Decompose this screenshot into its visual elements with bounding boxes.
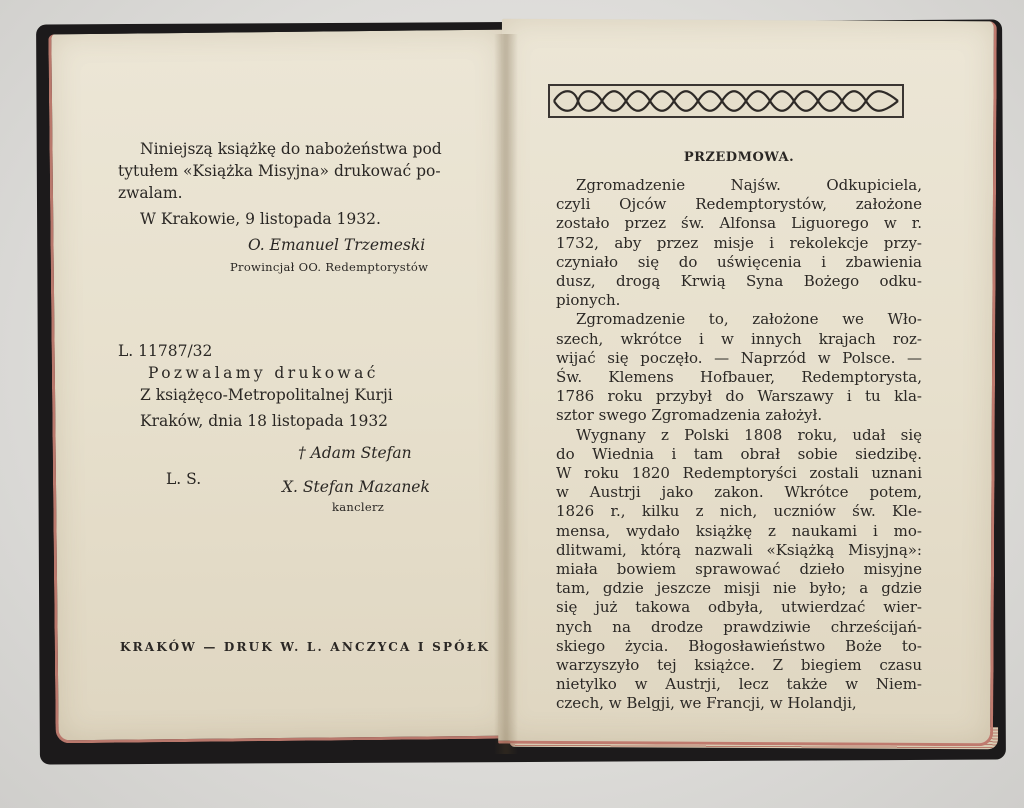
- preface-line: warzyszyło tej książce. Z biegiem czasu: [556, 656, 922, 674]
- imprimatur-signature-2: X. Stefan Mazanek: [282, 478, 430, 496]
- imprimatur-signature-2-title: kanclerz: [332, 500, 385, 514]
- preface-line: skiego życia. Błogosławieństwo Boże to-: [556, 636, 922, 655]
- preface-line: czech, w Belgji, we Francji, w Holandji,: [556, 694, 857, 713]
- approval-signature: O. Emanuel Trzemeski: [248, 236, 426, 254]
- imprimatur-line-2: Z książęco-Metropolitalnej Kurji: [140, 386, 393, 404]
- preface-line: w Austrji jako zakon. Wkrótce potem,: [556, 483, 922, 502]
- imprimatur-line-1: Pozwalamy drukować: [148, 364, 379, 382]
- seal-mark: L. S.: [166, 470, 202, 488]
- preface-line: Zgromadzenie to, założone we Wło-: [576, 310, 922, 329]
- preface-line: mensa, wydało książkę z naukami i mo-: [556, 521, 922, 540]
- preface-line: czyniało się do uświęcenia i zbawienia: [556, 252, 922, 271]
- preface-line: 1826 r., kilku z nich, uczniów św. Kle-: [556, 502, 922, 521]
- preface-line: dusz, drogą Krwią Syna Bożego odku-: [556, 272, 922, 290]
- ornament-border-icon: [548, 84, 904, 118]
- preface-line: się już takowa odbyła, utwierdzać wier-: [556, 598, 922, 617]
- preface-line: do Wiednia i tam obrał sobie siedzibę.: [556, 444, 922, 463]
- preface-line: wijać się poczęło. — Naprzód w Polsce. —: [556, 348, 922, 367]
- preface-line: szech, wkrótce i w innych krajach roz-: [556, 329, 922, 348]
- preface-line: Św. Klemens Hofbauer, Redemptorysta,: [556, 368, 922, 386]
- imprimatur-ref: L. 11787/32: [118, 342, 213, 360]
- approval-line-1: Niniejszą książkę do nabożeństwa pod: [140, 140, 442, 158]
- preface-line: czyli Ojców Redemptorystów, założone: [556, 195, 922, 214]
- preface-line: Wygnany z Polski 1808 roku, udał się: [576, 425, 922, 444]
- printer-imprint: KRAKÓW — DRUK W. L. ANCZYCA I SPÓŁK: [120, 640, 491, 654]
- preface-line: dlitwami, którą nazwali «Książką Misyjną»:: [556, 540, 922, 559]
- approval-line-2: tytułem «Książka Misyjna» drukować po-: [118, 162, 441, 180]
- preface-line: W roku 1820 Redemptoryści zostali uznani: [556, 464, 922, 482]
- preface-line: 1732, aby przez misje i rekolekcje przy-: [556, 233, 922, 252]
- preface-line: pionych.: [556, 291, 621, 310]
- preface-line: nych na drodze prawdziwie chrześcijań-: [556, 617, 922, 636]
- preface-title: PRZEDMOWA.: [683, 150, 795, 165]
- preface-line: sztor swego Zgromadzenia założył.: [556, 406, 823, 425]
- preface-line: 1786 roku przybył do Warszawy i tu kla-: [556, 387, 922, 406]
- preface-line: Zgromadzenie Najśw. Odkupiciela,: [576, 176, 922, 194]
- preface-line: zostało przez św. Alfonsa Liguorego w r.: [556, 214, 922, 233]
- preface-line: miała bowiem sprawować dzieło misyjne: [556, 560, 922, 578]
- approval-signature-title: Prowincjał OO. Redemptorystów: [230, 260, 429, 274]
- preface-line: tam, gdzie jeszcze misji nie było; a gdzie: [556, 579, 922, 598]
- imprimatur-signature-1: † Adam Stefan: [298, 444, 412, 462]
- book-gutter: [494, 34, 518, 754]
- preface-line: nietylko w Austrji, lecz także w Niem-: [556, 675, 922, 694]
- approval-place-date: W Krakowie, 9 listopada 1932.: [140, 210, 381, 228]
- imprimatur-place-date: Kraków, dnia 18 listopada 1932: [140, 412, 389, 430]
- approval-line-3: zwalam.: [118, 184, 183, 202]
